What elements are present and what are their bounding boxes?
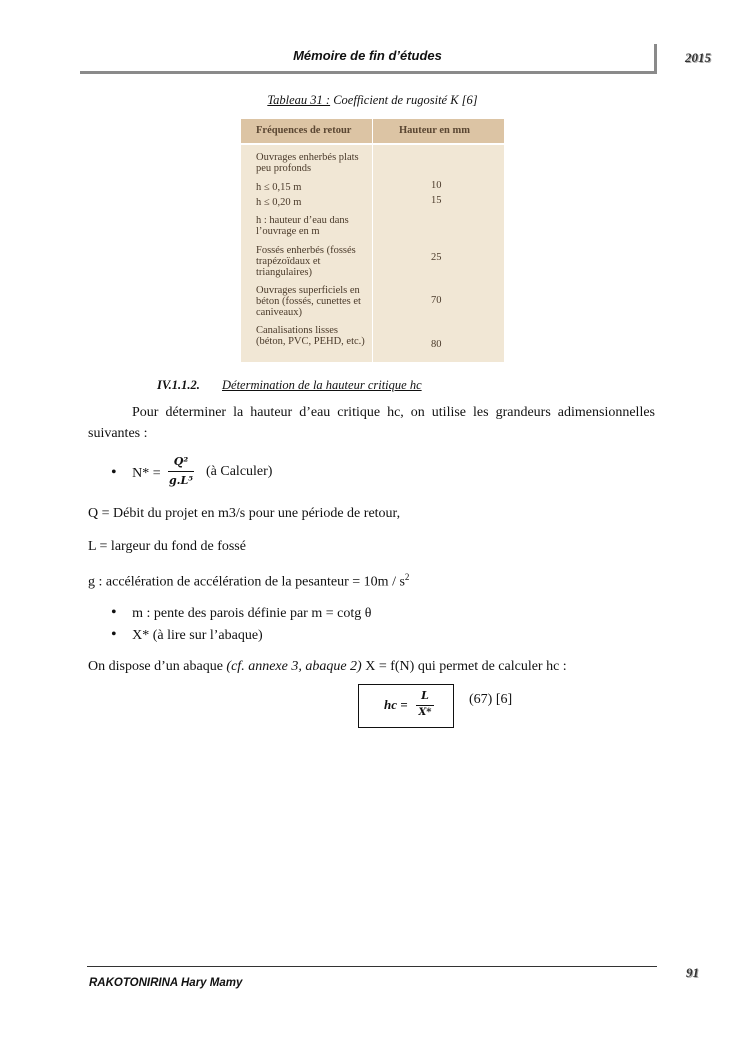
bullet-icon: • (111, 604, 117, 621)
equation-lhs: hc = (384, 697, 408, 712)
intro-paragraph: Pour déterminer la hauteur d’eau critique hc, on utilise les grandeurs adimensionnelles suivantes : (88, 405, 655, 441)
n-star-label: N* = (132, 466, 161, 481)
header-year: 2015 (685, 50, 711, 65)
fraction-denominator: g.L⁵ (168, 474, 194, 487)
table-row-label: Ouvrages superficiels en béton (fossés, cunettes et caniveaux) (256, 285, 361, 318)
n-star-item (111, 464, 161, 482)
section-number: IV.1.1.2. (157, 378, 200, 392)
equation-box (358, 684, 454, 728)
table-row-value: 80 (431, 339, 442, 350)
abaque-sentence (88, 659, 567, 675)
footer-rule (87, 966, 657, 967)
table-caption (240, 93, 505, 108)
header-rule (80, 71, 657, 74)
table-row-value: 70 (431, 295, 442, 306)
section-title: Détermination de la hauteur critique hc (222, 378, 422, 392)
page-number: 91 (686, 965, 699, 980)
table-row-value: 15 (431, 195, 442, 206)
table-column-divider (372, 119, 373, 362)
table-row-value: 25 (431, 252, 442, 263)
table-row-label: h ≤ 0,15 m (256, 182, 302, 193)
roughness-table (241, 119, 504, 362)
fraction-numerator: Q² (173, 455, 189, 468)
g-definition-text: g : accélération de accélération de la pesanteur = 10m / s (88, 574, 405, 590)
table-caption-text: Coefficient de rugosité K [6] (330, 93, 478, 107)
n-star-fraction (168, 454, 194, 490)
bullet-icon: • (111, 464, 117, 481)
table-row-label: h ≤ 0,20 m (256, 197, 302, 208)
table-row-label: h : hauteur d’eau dans l’ouvrage en m (256, 215, 349, 237)
table-row-label: Fossés enherbés (fossés trapézoïdaux et triangulaires) (256, 245, 356, 278)
equation-numerator: L (421, 689, 429, 702)
abaque-reference: (cf. annexe 3, abaque 2) (226, 659, 362, 674)
equation-fraction (416, 688, 434, 722)
footer-author: RAKOTONIRINA Hary Mamy (89, 977, 243, 989)
table-col2-header: Hauteur en mm (399, 125, 470, 136)
g-definition (88, 572, 409, 591)
table-row-label: Canalisations lisses (béton, PVC, PEHD, etc.) (256, 325, 365, 347)
equation-denominator: X* (418, 707, 432, 718)
n-star-note: (à Calculer) (206, 464, 273, 479)
x-definition: X* (à lire sur l’abaque) (132, 628, 263, 643)
fraction-bar (416, 705, 434, 706)
x-item (111, 626, 263, 644)
abaque-text-b: X = f(N) qui permet de calculer hc : (361, 659, 567, 674)
m-item (111, 604, 371, 622)
m-definition: m : pente des parois définie par m = cotg θ (132, 606, 372, 621)
bullet-icon: • (111, 626, 117, 643)
g-exponent: 2 (404, 572, 410, 582)
l-definition: L = largeur du fond de fossé (88, 539, 246, 554)
abaque-text-a: On dispose d’un abaque (88, 659, 227, 674)
fraction-bar (168, 471, 194, 472)
header-separator (654, 44, 657, 74)
table-caption-label: Tableau 31 : (267, 93, 331, 107)
table-row-value: 10 (431, 180, 442, 191)
table-row-label: Ouvrages enherbés plats peu profonds (256, 152, 359, 174)
equation-reference: (67) [6] (469, 692, 513, 707)
q-definition: Q = Débit du projet en m3/s pour une période de retour, (88, 506, 401, 521)
table-col1-header: Fréquences de retour (256, 125, 352, 136)
header-title: Mémoire de fin d’études (293, 48, 442, 63)
